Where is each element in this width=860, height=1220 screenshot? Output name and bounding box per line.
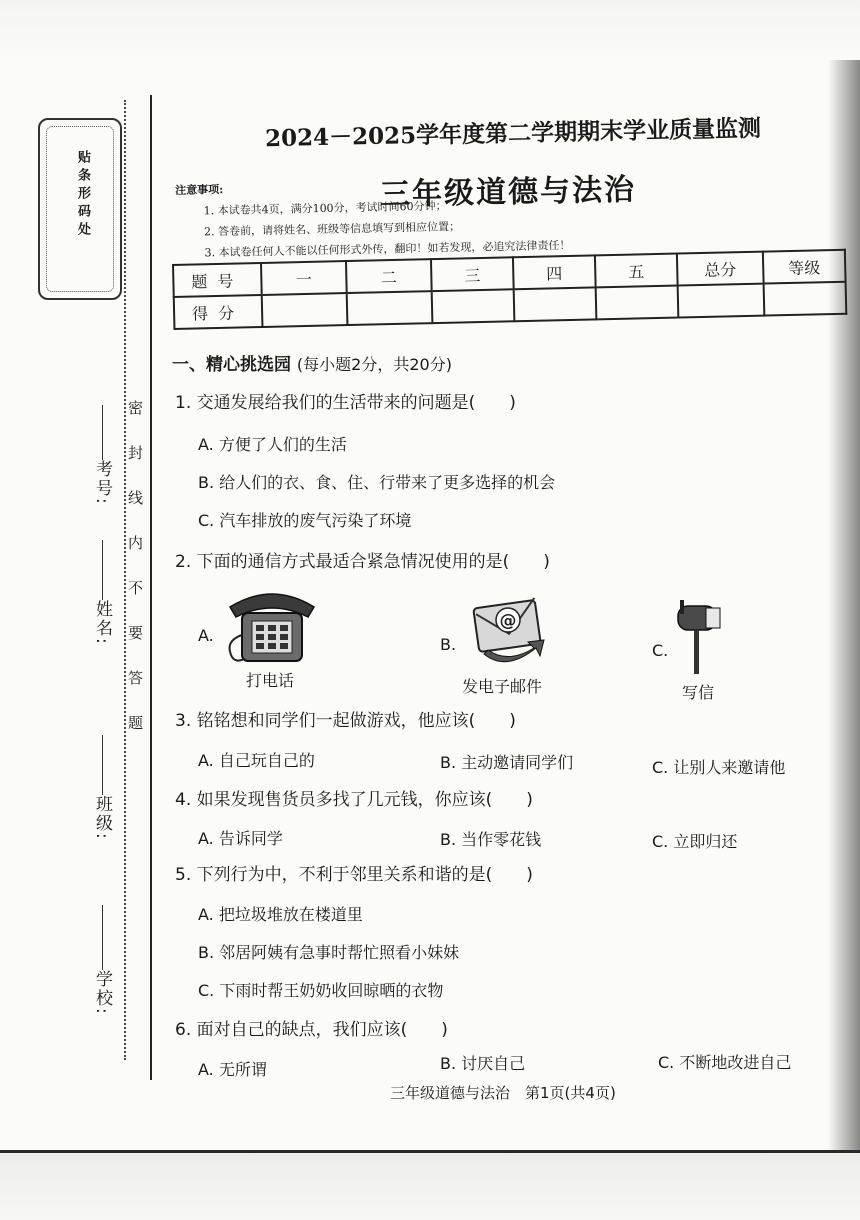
section-heading: 一、精心挑选园 (每小题2分，共20分) [172, 355, 452, 375]
notes-heading: 注意事项: [175, 182, 224, 197]
option-3a[interactable]: A. 自己玩自己的 [198, 751, 315, 770]
option-2b[interactable]: B. [440, 635, 457, 654]
option-5a[interactable]: A. 把垃圾堆放在楼道里 [198, 905, 363, 924]
option-6b[interactable]: B. 讨厌自己 [440, 1054, 526, 1073]
score-col-header: 总分 [677, 252, 764, 286]
question-3: 3. 铭铭想和同学们一起做游戏，他应该( ) [175, 711, 516, 731]
question-1: 1. 交通发展给我们的生活带来的问题是( ) [175, 393, 516, 413]
option-4c[interactable]: C. 立即归还 [652, 832, 738, 851]
note-item: 1. 本试卷共4页，满分100分，考试时间60分钟； [203, 199, 447, 218]
binding-line [150, 95, 152, 1080]
exam-subject-title: 三年级道德与法治 [379, 172, 637, 213]
score-col-header: 等级 [763, 250, 846, 284]
caption-email: 发电子邮件 [462, 677, 543, 696]
page-footer: 三年级道德与法治 第1页(共4页) [390, 1084, 616, 1102]
exam-title: 2024－2025学年度第二学期期末学业质量监测 [264, 114, 762, 153]
score-col-header: 五 [595, 254, 678, 288]
score-row-label: 题号 [173, 263, 262, 297]
score-cell[interactable] [347, 291, 433, 325]
option-4b[interactable]: B. 当作零花钱 [440, 830, 542, 849]
score-cell[interactable] [514, 287, 597, 321]
svg-text:@: @ [499, 611, 517, 631]
score-table [172, 249, 847, 330]
score-cell[interactable] [596, 286, 679, 320]
option-5c[interactable]: C. 下雨时帮王奶奶收回晾晒的衣物 [198, 981, 444, 1000]
scan-shadow-right [828, 60, 860, 1160]
option-1c[interactable]: C. 汽车排放的废气污染了环境 [198, 511, 412, 530]
scan-margin-bottom [0, 1150, 860, 1220]
option-5b[interactable]: B. 邻居阿姨有急事时帮忙照看小妹妹 [198, 943, 460, 962]
caption-letter: 写信 [682, 683, 715, 702]
telephone-icon [222, 585, 322, 665]
score-cell[interactable] [262, 293, 348, 327]
caption-phone: 打电话 [246, 671, 295, 690]
option-4a[interactable]: A. 告诉同学 [198, 829, 283, 848]
barcode-label: 贴条形码处 [75, 150, 90, 240]
option-2c[interactable]: C. [652, 641, 669, 660]
field-class[interactable]: 班级: [90, 735, 116, 841]
email-icon [470, 596, 550, 668]
score-col-header: 二 [346, 259, 432, 293]
option-3b[interactable]: B. 主动邀请同学们 [440, 753, 574, 772]
score-cell[interactable] [432, 289, 515, 323]
option-1a[interactable]: A. 方便了人们的生活 [198, 435, 347, 454]
note-item: 3. 本试卷任何人不能以任何形式外传，翻印！如若发现，必追究法律责任！ [204, 238, 571, 260]
note-item: 2. 答卷前，请将姓名、班级等信息填写到相应位置； [203, 220, 461, 239]
question-5: 5. 下列行为中，不利于邻里关系和谐的是( ) [175, 865, 533, 885]
score-cell[interactable] [678, 284, 765, 318]
option-6c[interactable]: C. 不断地改进自己 [658, 1053, 792, 1072]
field-name[interactable]: 姓名: [90, 540, 116, 646]
score-col-header: 三 [431, 257, 514, 291]
seal-text: 密封线内不要答题 [126, 400, 144, 760]
question-6: 6. 面对自己的缺点，我们应该( ) [175, 1020, 448, 1040]
option-1b[interactable]: B. 给人们的衣、食、住、行带来了更多选择的机会 [198, 473, 556, 492]
option-2a[interactable]: A. [198, 626, 214, 645]
scan-margin-top [0, 0, 860, 60]
option-6a[interactable]: A. 无所谓 [198, 1060, 267, 1079]
mailbox-icon [670, 600, 730, 678]
score-col-header: 四 [513, 255, 596, 289]
field-school[interactable]: 学校: [90, 905, 116, 1016]
score-cell[interactable] [764, 282, 847, 316]
option-3c[interactable]: C. 让别人来邀请他 [652, 758, 786, 777]
score-row-label: 得分 [174, 295, 263, 329]
section-note: (每小题2分，共20分) [296, 355, 452, 374]
exam-notes [175, 172, 571, 264]
score-col-header: 一 [261, 261, 347, 295]
question-4: 4. 如果发现售货员多找了几元钱，你应该( ) [175, 790, 533, 810]
field-exam-number[interactable]: 考号: [90, 405, 116, 506]
question-2: 2. 下面的通信方式最适合紧急情况使用的是( ) [175, 552, 550, 572]
